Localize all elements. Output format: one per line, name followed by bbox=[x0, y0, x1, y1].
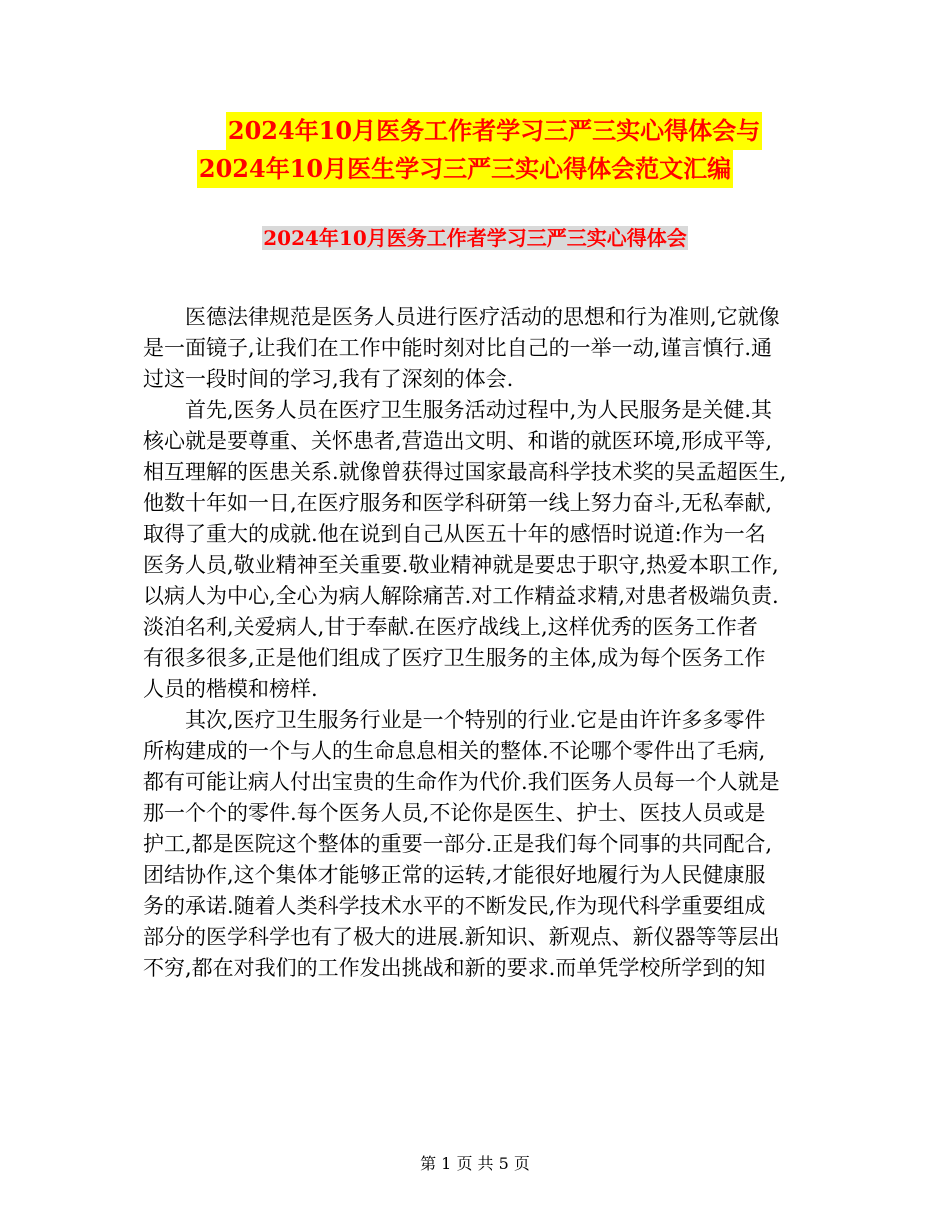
section-title bbox=[0, 222, 950, 254]
paragraph-line: 以病人为中心,全心为病人解除痛苦.对工作精益求精,对患者极端负责. bbox=[143, 584, 779, 608]
paragraph-line: 过这一段时间的学习,我有了深刻的体会. bbox=[143, 367, 514, 391]
document-title-line-1: 2024年10月医务工作者学习三严三实心得体会与 bbox=[226, 112, 762, 150]
paragraph-line: 首先,医务人员在医疗卫生服务活动过程中,为人民服务是关健.其 bbox=[185, 398, 773, 422]
paragraph-line: 不穷,都在对我们的工作发出挑战和新的要求.而单凭学校所学到的知 bbox=[143, 956, 766, 980]
body-text bbox=[143, 302, 813, 984]
paragraph-line: 部分的医学科学也有了极大的进展.新知识、新观点、新仪器等等层出 bbox=[143, 925, 780, 949]
paragraph-line: 有很多很多,正是他们组成了医疗卫生服务的主体,成为每个医务工作 bbox=[143, 646, 766, 670]
paragraph-line: 务的承诺.随着人类科学技术水平的不断发民,作为现代科学重要组成 bbox=[143, 894, 766, 918]
document-title bbox=[0, 112, 950, 188]
paragraph-line: 其次,医疗卫生服务行业是一个特别的行业.它是由许许多多零件 bbox=[185, 708, 766, 732]
paragraph-line: 团结协作,这个集体才能够正常的运转,才能很好地履行为人民健康服 bbox=[143, 863, 766, 887]
paragraph-line: 所构建成的一个与人的生命息息相关的整体.不论哪个零件出了毛病, bbox=[143, 739, 766, 763]
paragraph-line: 人员的楷模和榜样. bbox=[143, 677, 318, 701]
paragraph-line: 那一个个的零件.每个医务人员,不论你是医生、护士、医技人员或是 bbox=[143, 801, 766, 825]
document-title-line-2: 2024年10月医生学习三严三实心得体会范文汇编 bbox=[197, 150, 733, 188]
paragraph-line: 淡泊名利,关爱病人,甘于奉献.在医疗战线上,这样优秀的医务工作者 bbox=[143, 615, 758, 639]
paragraph-2 bbox=[143, 395, 813, 705]
section-title-text: 2024年10月医务工作者学习三严三实心得体会 bbox=[263, 226, 687, 250]
paragraph-line: 是一面镜子,让我们在工作中能时刻对比自己的一举一动,谨言慎行.通 bbox=[143, 336, 773, 360]
paragraph-3 bbox=[143, 705, 813, 984]
paragraph-line: 他数十年如一日,在医疗服务和医学科研第一线上努力奋斗,无私奉献, bbox=[143, 491, 773, 515]
paragraph-line: 核心就是要尊重、关怀患者,营造出文明、和谐的就医环境,形成平等, bbox=[143, 429, 773, 453]
paragraph-line: 医德法律规范是医务人员进行医疗活动的思想和行为准则,它就像 bbox=[185, 305, 780, 329]
page-number-footer: 第 1 页 共 5 页 bbox=[420, 1154, 530, 1173]
paragraph-line: 相互理解的医患关系.就像曾获得过国家最高科学技术奖的吴孟超医生, bbox=[143, 460, 787, 484]
paragraph-line: 都有可能让病人付出宝贵的生命作为代价.我们医务人员每一个人就是 bbox=[143, 770, 780, 794]
paragraph-line: 取得了重大的成就.他在说到自己从医五十年的感悟时说道:作为一名 bbox=[143, 522, 766, 546]
paragraph-line: 医务人员,敬业精神至关重要.敬业精神就是要忠于职守,热爱本职工作, bbox=[143, 553, 779, 577]
paragraph-line: 护工,都是医院这个整体的重要一部分.正是我们每个同事的共同配合, bbox=[143, 832, 773, 856]
paragraph-1 bbox=[143, 302, 813, 395]
